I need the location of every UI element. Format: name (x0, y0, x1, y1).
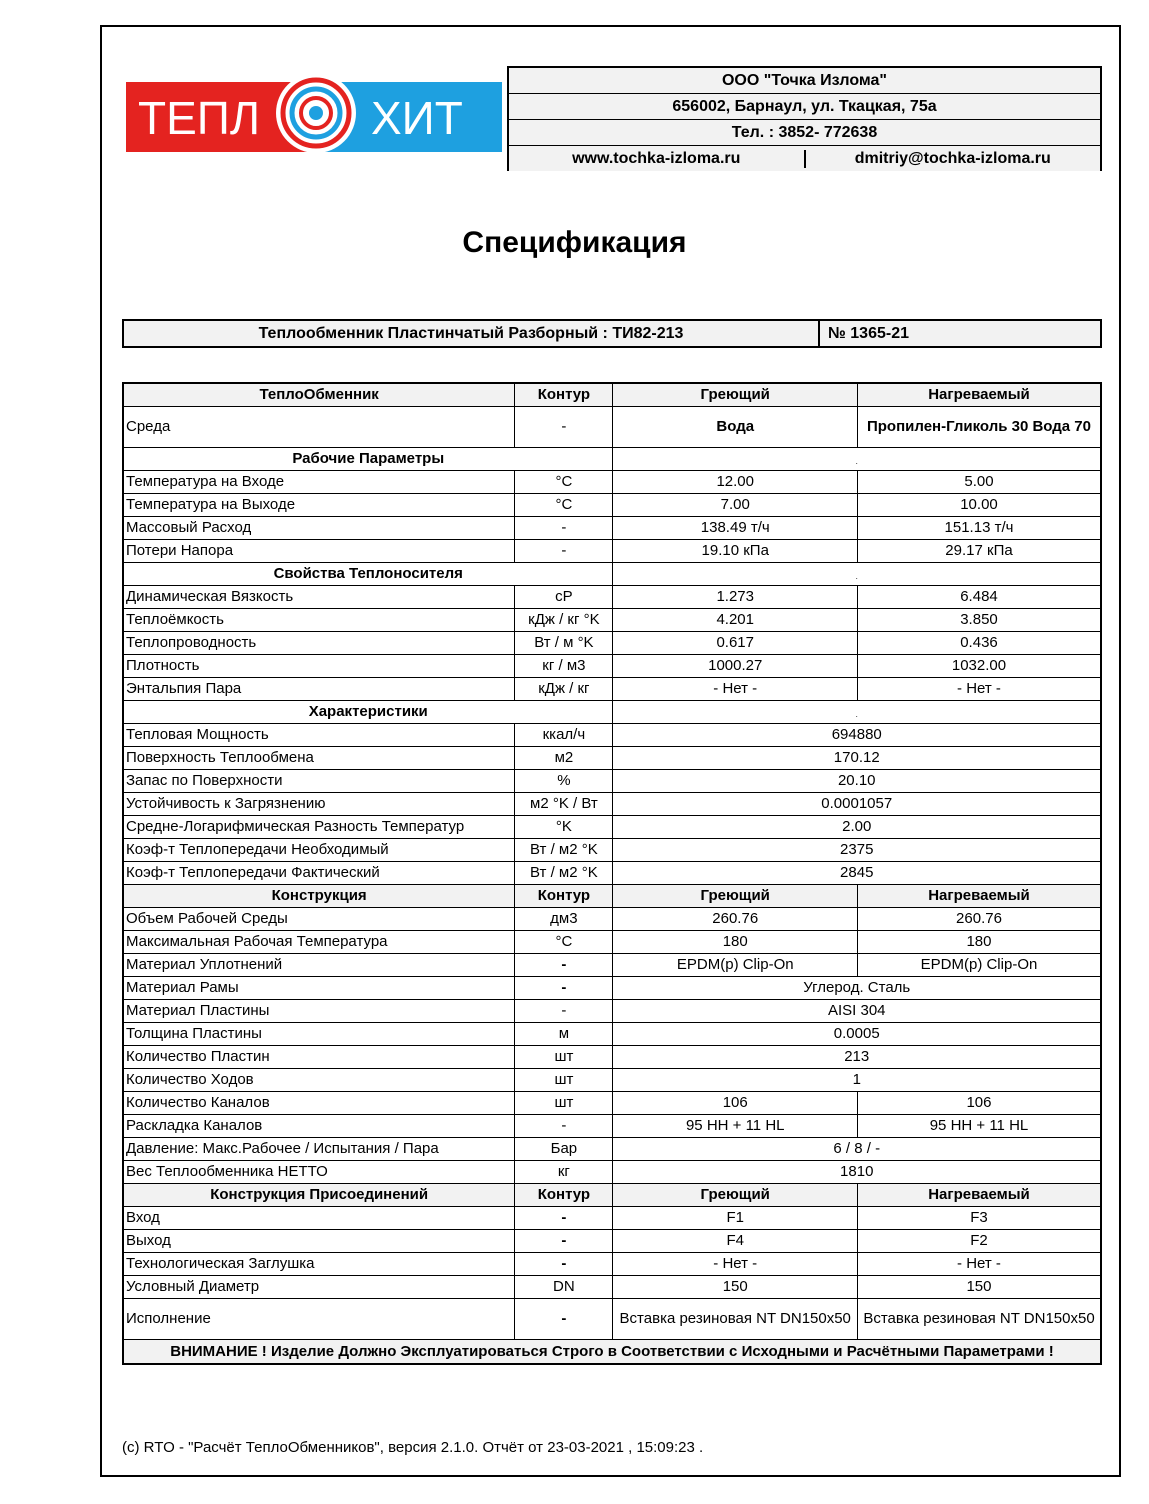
product-bar (122, 319, 1102, 348)
table-row (123, 1276, 1101, 1299)
table-header-row (123, 383, 1101, 407)
row-unit: DN (515, 1276, 613, 1299)
row-unit: кг / м3 (515, 655, 613, 678)
shared-value: 170.12 (613, 747, 1101, 770)
cold-value: 5.00 (857, 471, 1101, 494)
company-phone: Тел. : 3852- 772638 (509, 120, 1100, 146)
row-label: Толщина Пластины (123, 1023, 515, 1046)
shared-value: 694880 (613, 724, 1101, 747)
row-unit: шт (515, 1092, 613, 1115)
hot-value: 7.00 (613, 494, 858, 517)
table-row (123, 1299, 1101, 1340)
header-cell: Греющий (613, 885, 858, 908)
table-row (123, 586, 1101, 609)
row-label: Материал Уплотнений (123, 954, 515, 977)
cold-value: 180 (857, 931, 1101, 954)
row-label: Исполнение (123, 1299, 515, 1340)
row-label: Выход (123, 1230, 515, 1253)
cold-value: 0.436 (857, 632, 1101, 655)
company-logo (126, 72, 502, 154)
row-label: Теплопроводность (123, 632, 515, 655)
company-website[interactable]: www.tochka-izloma.ru (509, 150, 806, 168)
company-contacts (509, 146, 1100, 171)
header-cell: Греющий (613, 1184, 858, 1207)
table-row (123, 1000, 1101, 1023)
hot-value: 180 (613, 931, 858, 954)
row-label: Материал Рамы (123, 977, 515, 1000)
row-label: Массовый Расход (123, 517, 515, 540)
header-cell: Контур (515, 885, 613, 908)
row-unit: - (515, 540, 613, 563)
table-row (123, 517, 1101, 540)
table-row (123, 839, 1101, 862)
section-marker: . (613, 701, 1101, 724)
hot-value: F1 (613, 1207, 858, 1230)
row-unit: шт (515, 1069, 613, 1092)
cold-value: 3.850 (857, 609, 1101, 632)
table-row (123, 1115, 1101, 1138)
table-row (123, 655, 1101, 678)
row-label: Потери Напора (123, 540, 515, 563)
company-info-box (507, 66, 1102, 171)
row-unit: шт (515, 1046, 613, 1069)
hot-value: 150 (613, 1276, 858, 1299)
row-unit: Вт / м2 °K (515, 839, 613, 862)
header-cell: Греющий (613, 383, 858, 407)
shared-value: 213 (613, 1046, 1101, 1069)
section-header-row (123, 701, 1101, 724)
table-row (123, 540, 1101, 563)
shared-value: 2375 (613, 839, 1101, 862)
row-unit: дм3 (515, 908, 613, 931)
header-cell: Нагреваемый (857, 1184, 1101, 1207)
footer-note: (c) RTO - "Расчёт ТеплоОбменников", версия 2.1.0. Отчёт от 23-03-2021 , 15:09:23 . (122, 1439, 704, 1456)
shared-value: 0.0005 (613, 1023, 1101, 1046)
row-unit: - (515, 1253, 613, 1276)
table-row (123, 816, 1101, 839)
cold-value: F3 (857, 1207, 1101, 1230)
row-label: Вход (123, 1207, 515, 1230)
table-row (123, 1207, 1101, 1230)
cold-value: - Нет - (857, 678, 1101, 701)
spec-table (122, 382, 1102, 1365)
logo-text-left: ТЕПЛ (138, 92, 261, 144)
row-label: Материал Пластины (123, 1000, 515, 1023)
row-label: Температура на Выходе (123, 494, 515, 517)
row-unit: °K (515, 816, 613, 839)
row-label: Количество Каналов (123, 1092, 515, 1115)
row-unit: - (515, 1230, 613, 1253)
row-label: Запас по Поверхности (123, 770, 515, 793)
hot-value: Вода (613, 407, 858, 448)
table-row (123, 1069, 1101, 1092)
row-unit: м (515, 1023, 613, 1046)
row-label: Тепловая Мощность (123, 724, 515, 747)
cold-value: F2 (857, 1230, 1101, 1253)
hot-value: 1.273 (613, 586, 858, 609)
hot-value: 1000.27 (613, 655, 858, 678)
hot-value: 19.10 кПа (613, 540, 858, 563)
shared-value: 6 / 8 / - (613, 1138, 1101, 1161)
table-row (123, 632, 1101, 655)
table-row (123, 678, 1101, 701)
row-unit: % (515, 770, 613, 793)
table-row (123, 609, 1101, 632)
table-row (123, 724, 1101, 747)
row-label: Условный Диаметр (123, 1276, 515, 1299)
construction-header-row (123, 885, 1101, 908)
page-title: Спецификация (462, 226, 687, 259)
row-unit: кДж / кг °K (515, 609, 613, 632)
row-label: Объем Рабочей Среды (123, 908, 515, 931)
row-label: Вес Теплообменника НЕТТО (123, 1161, 515, 1184)
row-label: Коэф-т Теплопередачи Необходимый (123, 839, 515, 862)
header-cell: Конструкция (123, 885, 515, 908)
row-label: Поверхность Теплообмена (123, 747, 515, 770)
company-name: ООО "Точка Излома" (509, 68, 1100, 94)
table-row (123, 793, 1101, 816)
shared-value: AISI 304 (613, 1000, 1101, 1023)
hot-value: 4.201 (613, 609, 858, 632)
row-unit: - (515, 1207, 613, 1230)
cold-value: 106 (857, 1092, 1101, 1115)
row-label: Устойчивость к Загрязнению (123, 793, 515, 816)
row-label: Средне-Логарифмическая Разность Температур (123, 816, 515, 839)
row-unit: - (515, 407, 613, 448)
table-row (123, 770, 1101, 793)
logo-text-right: ХИТ (371, 92, 463, 144)
table-row (123, 908, 1101, 931)
table-row (123, 471, 1101, 494)
cold-value: Пропилен-Гликоль 30 Вода 70 (857, 407, 1101, 448)
row-label: Технологическая Заглушка (123, 1253, 515, 1276)
row-unit: Вт / м2 °K (515, 862, 613, 885)
cold-value: 151.13 т/ч (857, 517, 1101, 540)
table-row (123, 1092, 1101, 1115)
row-label: Раскладка Каналов (123, 1115, 515, 1138)
row-label: Количество Ходов (123, 1069, 515, 1092)
cold-value: EPDM(p) Clip-On (857, 954, 1101, 977)
section-header-row (123, 448, 1101, 471)
hot-value: 138.49 т/ч (613, 517, 858, 540)
table-row (123, 977, 1101, 1000)
table-row (123, 1253, 1101, 1276)
row-unit: Вт / м °K (515, 632, 613, 655)
cold-value: 6.484 (857, 586, 1101, 609)
row-unit: °C (515, 471, 613, 494)
hot-value: 106 (613, 1092, 858, 1115)
warning-row (123, 1340, 1101, 1365)
hot-value: EPDM(p) Clip-On (613, 954, 858, 977)
cold-value: 29.17 кПа (857, 540, 1101, 563)
row-unit: Бар (515, 1138, 613, 1161)
hot-value: Вставка резиновая NT DN150x50 (613, 1299, 858, 1340)
shared-value: 2.00 (613, 816, 1101, 839)
row-unit: - (515, 1000, 613, 1023)
cold-value: 1032.00 (857, 655, 1101, 678)
header-cell: Контур (515, 383, 613, 407)
row-label: Максимальная Рабочая Температура (123, 931, 515, 954)
row-label: Давление: Макс.Рабочее / Испытания / Пара (123, 1138, 515, 1161)
header-cell: Нагреваемый (857, 885, 1101, 908)
section-header-row (123, 563, 1101, 586)
row-unit: ккал/ч (515, 724, 613, 747)
row-unit: °C (515, 494, 613, 517)
cold-value: - Нет - (857, 1253, 1101, 1276)
shared-value: 2845 (613, 862, 1101, 885)
company-email[interactable]: dmitriy@tochka-izloma.ru (854, 149, 1051, 167)
row-unit: м2 °K / Вт (515, 793, 613, 816)
row-label: Температура на Входе (123, 471, 515, 494)
table-row (123, 1138, 1101, 1161)
header-cell: Нагреваемый (857, 383, 1101, 407)
header-cell: Конструкция Присоединений (123, 1184, 515, 1207)
product-name: Теплообменник Пластинчатый Разборный : ТИ82-213 (124, 321, 820, 346)
cold-value: 95 HH + 11 HL (857, 1115, 1101, 1138)
row-unit: °C (515, 931, 613, 954)
row-label: Динамическая Вязкость (123, 586, 515, 609)
row-label: Плотность (123, 655, 515, 678)
company-address: 656002, Барнаул, ул. Ткацкая, 75а (509, 94, 1100, 120)
hot-value: 95 HH + 11 HL (613, 1115, 858, 1138)
hot-value: F4 (613, 1230, 858, 1253)
table-row (123, 747, 1101, 770)
section-title: Свойства Теплоносителя (123, 563, 613, 586)
table-row (123, 954, 1101, 977)
row-label: Количество Пластин (123, 1046, 515, 1069)
table-row (123, 1161, 1101, 1184)
header-cell: Контур (515, 1184, 613, 1207)
table-row (123, 1046, 1101, 1069)
warning-text: ВНИМАНИЕ ! Изделие Должно Эксплуатироваться Строго в Соответствии с Исходными и Расчётными Параметрами ! (123, 1340, 1101, 1365)
row-unit: кг (515, 1161, 613, 1184)
hot-value: - Нет - (613, 678, 858, 701)
section-title: Рабочие Параметры (123, 448, 613, 471)
table-row (123, 1023, 1101, 1046)
cold-value: 150 (857, 1276, 1101, 1299)
row-label: Среда (123, 407, 515, 448)
hot-value: - Нет - (613, 1253, 858, 1276)
hot-value: 0.617 (613, 632, 858, 655)
product-number: № 1365-21 (828, 324, 909, 342)
table-row (123, 862, 1101, 885)
row-label: Теплоёмкость (123, 609, 515, 632)
shared-value: 1810 (613, 1161, 1101, 1184)
section-title: Характеристики (123, 701, 613, 724)
medium-row (123, 407, 1101, 448)
shared-value: 1 (613, 1069, 1101, 1092)
row-label: Энтальпия Пара (123, 678, 515, 701)
section-marker: . (613, 448, 1101, 471)
connections-header-row (123, 1184, 1101, 1207)
row-unit: м2 (515, 747, 613, 770)
shared-value: 20.10 (613, 770, 1101, 793)
row-unit: cP (515, 586, 613, 609)
cold-value: 10.00 (857, 494, 1101, 517)
header-cell: ТеплоОбменник (123, 383, 515, 407)
cold-value: Вставка резиновая NT DN150x50 (857, 1299, 1101, 1340)
hot-value: 260.76 (613, 908, 858, 931)
row-label: Коэф-т Теплопередачи Фактический (123, 862, 515, 885)
row-unit: кДж / кг (515, 678, 613, 701)
table-row (123, 1230, 1101, 1253)
cold-value: 260.76 (857, 908, 1101, 931)
row-unit: - (515, 1115, 613, 1138)
shared-value: Углерод. Сталь (613, 977, 1101, 1000)
row-unit: - (515, 517, 613, 540)
table-row (123, 931, 1101, 954)
row-unit: - (515, 1299, 613, 1340)
table-row (123, 494, 1101, 517)
row-unit: - (515, 954, 613, 977)
section-marker: . (613, 563, 1101, 586)
shared-value: 0.0001057 (613, 793, 1101, 816)
hot-value: 12.00 (613, 471, 858, 494)
row-unit: - (515, 977, 613, 1000)
